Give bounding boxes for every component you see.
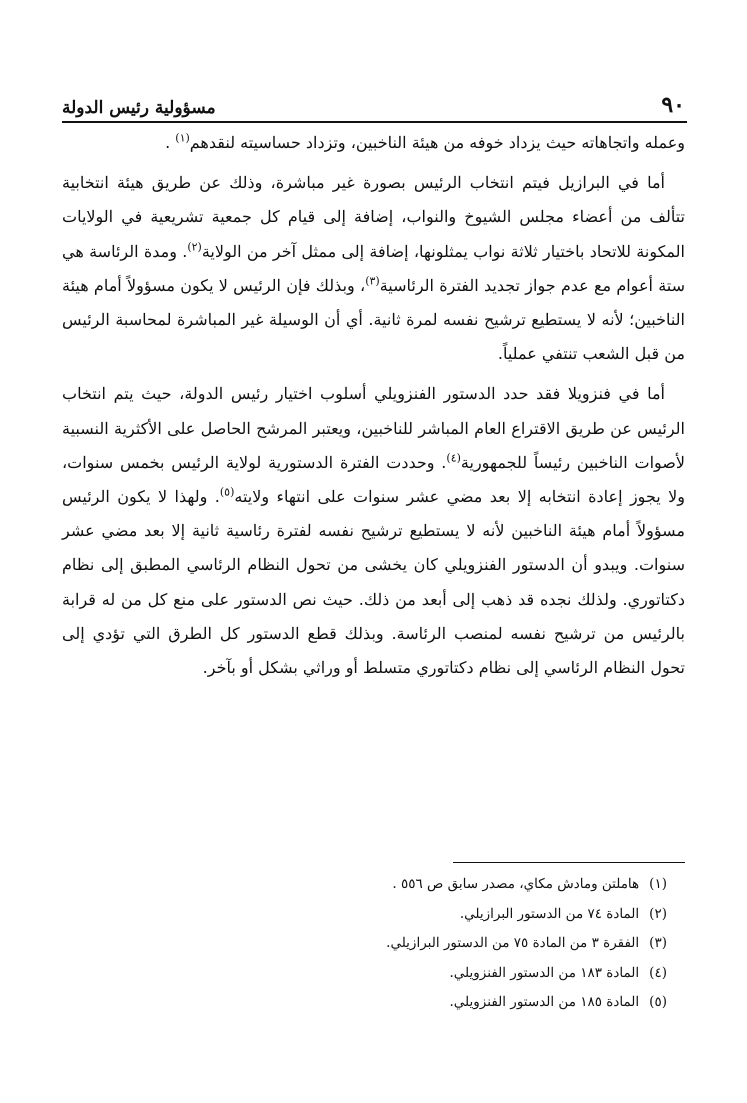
- paragraph-brazil: [62, 166, 685, 371]
- footnote-reference: (١): [175, 131, 190, 145]
- footnote-number: (٥): [649, 994, 667, 1010]
- footnote-item: [62, 988, 667, 1018]
- paragraph-text: ، وبذلك فإن الرئيس لا يكون مسؤولاً أمام هيئة الناخبين؛ لأنه لا يستطيع ترشيح نفسه لمرة ثانية. أي أن الوسيلة غير المباشرة لمحاسبة الرئيس من قبل الشعب تنتفي عملياً.: [62, 275, 686, 364]
- footnote-text: المادة ١٨٥ من الدستور الفنزويلي.: [449, 994, 640, 1010]
- footnote-item: [62, 900, 667, 930]
- footnote-rule: [453, 862, 685, 863]
- running-title: مسؤولية رئيس الدولة: [62, 98, 216, 118]
- footnote-text: المادة ٧٤ من الدستور البرازيلي.: [459, 905, 640, 922]
- footnote-number: (٣): [649, 935, 667, 951]
- footnote-reference: (٢): [187, 240, 202, 254]
- footnote-item: [62, 870, 667, 900]
- body-text: [62, 126, 685, 685]
- footnote-reference: (٣): [365, 274, 380, 288]
- footnote-item: [62, 959, 667, 989]
- paragraph-continuation: [62, 126, 685, 160]
- paragraph-text: . وحددت الفترة الدستورية لولاية الرئيس بخمس سنوات، ولا يجوز إعادة انتخابه إلا بعد مضي عشر سنوات على انتهاء ولايته: [62, 452, 686, 507]
- footnote-number: (٤): [649, 964, 667, 981]
- paragraph-text: . ولهذا لا يكون الرئيس مسؤولاً أمام هيئة الناخبين لأنه لا يستطيع ترشيح نفسه لفترة رئاسية ثانية إلا بعد مضي عشر سنوات. ويبدو أن الدستور الفنزويلي كان يخشى من تحول النظام الرئاسي المطبق إلى نظام دكتاتوري. ولذلك نجده قد ذهب إلى أبعد من ذلك. حيث نص الدستور على منع كل من له قرابة بالرئيس من ترشيح نفسه لمنصب الرئاسة. وبذلك قطع الدستور كل الطرق التي تؤدي إلى تحول النظام الرئاسي إلى نظام دكتاتوري متسلط أو وراثي بشكل أو بآخر.: [62, 487, 685, 678]
- page-header: [62, 90, 685, 118]
- paragraph-text: أما في البرازيل فيتم انتخاب الرئيس بصورة غير مباشرة، وذلك عن طريق هيئة انتخابية تتألف من أعضاء مجلس الشيوخ والنواب، إضافة إلى قيام كل جمعية تشريعية في الولايات المكونة للاتحاد باختيار ثلاثة نواب يمثلونها، إضافة إلى ممثل آخر من الولاية: [62, 173, 685, 261]
- footnote-reference: (٤): [446, 451, 461, 465]
- footnote-reference: (٥): [219, 485, 235, 499]
- paragraph-venezuela: [62, 377, 685, 685]
- header-rule: [62, 121, 687, 123]
- footnote-text: الفقرة ٣ من المادة ٧٥ من الدستور البرازيلي.: [386, 935, 640, 951]
- paragraph-text: .: [165, 133, 176, 152]
- footnote-text: هاملتن ومادش مكاي، مصدر سابق ص ٥٥٦ .: [392, 876, 640, 892]
- footnote-number: (١): [649, 876, 667, 892]
- page-number: ٩٠: [661, 92, 685, 118]
- footnote-number: (٢): [649, 905, 667, 922]
- paragraph-text: . ومدة الرئاسة هي ستة أعوام مع عدم جواز تجديد الفترة الرئاسية: [62, 241, 686, 295]
- footnotes: [62, 870, 667, 1018]
- paragraph-text: أما في فنزويلا فقد حدد الدستور الفنزويلي أسلوب اختيار رئيس الدولة، حيث يتم انتخاب الرئيس عن طريق الاقتراع العام المباشر للناخبين، ويعتبر المرشح الحاصل على الأكثرية النسبية لأصوات الناخبين رئيساً للجمهورية: [62, 384, 686, 472]
- footnote-text: المادة ١٨٣ من الدستور الفنزويلي.: [449, 964, 640, 981]
- footnote-item: [62, 929, 667, 959]
- paragraph-text: وعمله واتجاهاته حيث يزداد خوفه من هيئة الناخبين، وتزداد حساسيته لنقدهم: [189, 133, 685, 152]
